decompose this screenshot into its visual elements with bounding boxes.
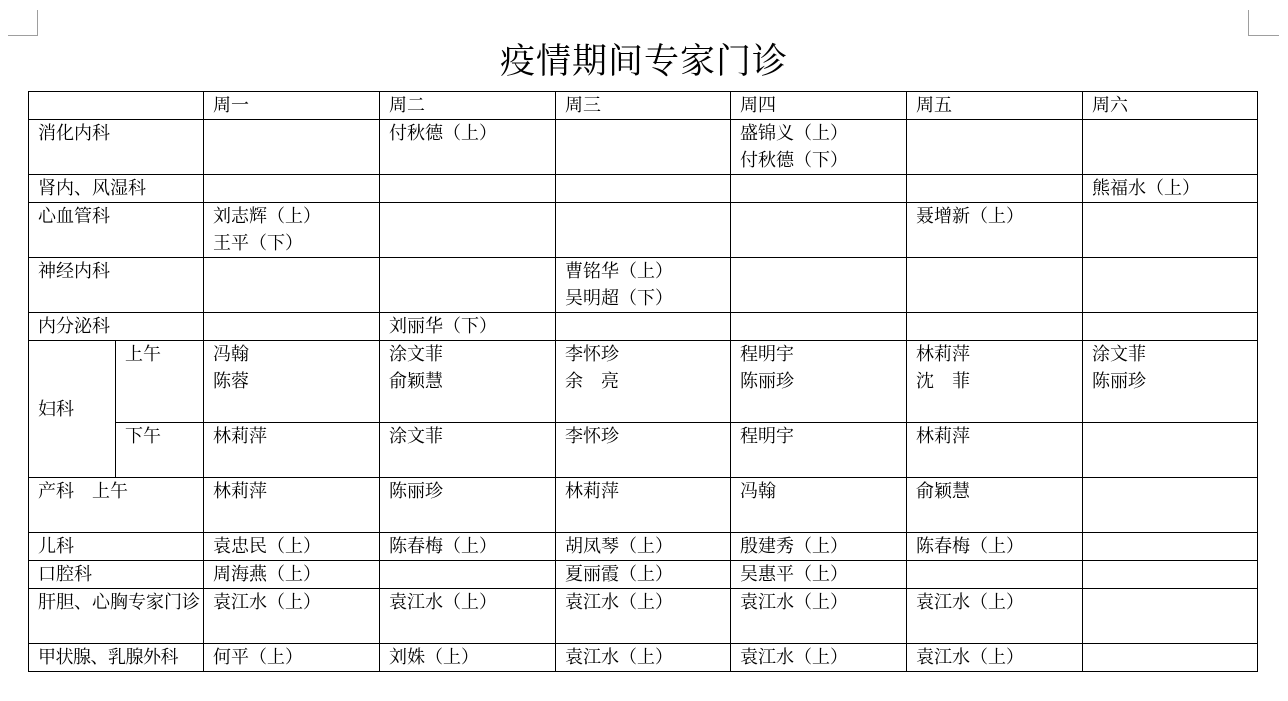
schedule-cell bbox=[907, 533, 1083, 561]
dept-cell: 肾内、风湿科 bbox=[29, 175, 204, 203]
schedule-cell bbox=[1083, 341, 1258, 423]
doctor-entry: 袁江水（上） bbox=[740, 647, 848, 668]
schedule-cell bbox=[907, 423, 1083, 478]
schedule-cell bbox=[204, 423, 380, 478]
doctor-entry: 陈丽珍 bbox=[740, 371, 794, 392]
schedule-table bbox=[28, 91, 1258, 672]
header-row bbox=[29, 92, 1258, 120]
schedule-cell bbox=[204, 644, 380, 672]
doctor-entry: 聂增新（上） bbox=[916, 206, 1024, 227]
table-row bbox=[29, 589, 1258, 644]
doctor-entry: 余 亮 bbox=[565, 371, 619, 392]
schedule-cell bbox=[731, 341, 907, 423]
schedule-cell bbox=[380, 120, 556, 175]
schedule-cell bbox=[380, 258, 556, 313]
doctor-entry: 曹铭华（上） bbox=[565, 261, 673, 282]
schedule-cell bbox=[556, 175, 731, 203]
doctor-entry: 刘志辉（上） bbox=[213, 206, 321, 227]
schedule-cell bbox=[907, 203, 1083, 258]
dept-cell bbox=[29, 478, 204, 533]
schedule-cell bbox=[380, 313, 556, 341]
table-row bbox=[29, 341, 1258, 423]
doctor-entry: 袁忠民（上） bbox=[213, 536, 321, 557]
table-row bbox=[29, 313, 1258, 341]
doctor-entry: 涂文菲 bbox=[389, 426, 443, 447]
schedule-cell bbox=[556, 341, 731, 423]
schedule-cell bbox=[907, 341, 1083, 423]
doctor-entry: 林莉萍 bbox=[213, 481, 267, 502]
schedule-cell bbox=[907, 175, 1083, 203]
schedule-cell bbox=[204, 203, 380, 258]
doctor-entry: 盛锦义（上） bbox=[740, 123, 848, 144]
schedule-cell bbox=[204, 313, 380, 341]
session-cell: 下午 bbox=[116, 423, 204, 478]
doctor-entry: 涂文菲 bbox=[1092, 344, 1146, 365]
schedule-cell bbox=[1083, 589, 1258, 644]
doctor-entry: 陈丽珍 bbox=[389, 481, 443, 502]
table-row bbox=[29, 258, 1258, 313]
doctor-entry: 李怀珍 bbox=[565, 426, 619, 447]
doctor-entry: 陈蓉 bbox=[213, 371, 249, 392]
schedule-cell bbox=[731, 175, 907, 203]
doctor-entry: 周海燕（上） bbox=[213, 564, 321, 585]
schedule-cell bbox=[1083, 258, 1258, 313]
schedule-cell bbox=[731, 644, 907, 672]
doctor-entry: 袁江水（上） bbox=[916, 592, 1024, 613]
header-day: 周六 bbox=[1083, 92, 1258, 120]
doctor-entry: 涂文菲 bbox=[389, 344, 443, 365]
dept-cell: 神经内科 bbox=[29, 258, 204, 313]
schedule-cell bbox=[556, 203, 731, 258]
corner-cell bbox=[29, 92, 204, 120]
schedule-cell bbox=[556, 644, 731, 672]
dept-cell: 心血管科 bbox=[29, 203, 204, 258]
dept-cell: 甲状腺、乳腺外科 bbox=[29, 644, 204, 672]
schedule-cell bbox=[731, 313, 907, 341]
schedule-cell bbox=[731, 120, 907, 175]
header-day: 周二 bbox=[380, 92, 556, 120]
schedule-cell bbox=[1083, 423, 1258, 478]
schedule-cell bbox=[204, 120, 380, 175]
table-row bbox=[29, 120, 1258, 175]
schedule-cell bbox=[1083, 120, 1258, 175]
schedule-cell bbox=[204, 258, 380, 313]
doctor-entry: 袁江水（上） bbox=[565, 647, 673, 668]
dept-cell: 肝胆、心胸专家门诊 bbox=[29, 589, 204, 644]
schedule-cell bbox=[380, 589, 556, 644]
dept-cell: 内分泌科 bbox=[29, 313, 204, 341]
doctor-entry: 夏丽霞（上） bbox=[565, 564, 673, 585]
doctor-entry: 李怀珍 bbox=[565, 344, 619, 365]
schedule-cell bbox=[1083, 478, 1258, 533]
schedule-cell bbox=[204, 561, 380, 589]
schedule-cell bbox=[907, 561, 1083, 589]
schedule-cell bbox=[907, 589, 1083, 644]
crop-mark-top-left bbox=[8, 10, 38, 36]
dept-cell: 口腔科 bbox=[29, 561, 204, 589]
schedule-cell bbox=[380, 175, 556, 203]
schedule-cell bbox=[380, 341, 556, 423]
schedule-cell bbox=[380, 478, 556, 533]
schedule-cell bbox=[204, 341, 380, 423]
doctor-entry: 吴惠平（上） bbox=[740, 564, 848, 585]
schedule-cell bbox=[731, 423, 907, 478]
session-label: 上午 bbox=[92, 481, 128, 502]
schedule-cell bbox=[907, 313, 1083, 341]
schedule-cell bbox=[556, 258, 731, 313]
doctor-entry: 陈春梅（上） bbox=[389, 536, 497, 557]
table-row bbox=[29, 478, 1258, 533]
schedule-cell bbox=[1083, 561, 1258, 589]
schedule-cell bbox=[380, 644, 556, 672]
schedule-cell bbox=[907, 258, 1083, 313]
crop-mark-top-right bbox=[1248, 10, 1279, 36]
schedule-cell bbox=[204, 533, 380, 561]
schedule-cell bbox=[1083, 313, 1258, 341]
header-day: 周四 bbox=[731, 92, 907, 120]
schedule-cell bbox=[556, 478, 731, 533]
doctor-entry: 林莉萍 bbox=[213, 426, 267, 447]
schedule-cell bbox=[556, 533, 731, 561]
schedule-cell bbox=[556, 120, 731, 175]
doctor-entry: 熊福水（上） bbox=[1092, 178, 1200, 199]
doctor-entry: 俞颖慧 bbox=[916, 481, 970, 502]
header-day: 周一 bbox=[204, 92, 380, 120]
schedule-cell bbox=[1083, 203, 1258, 258]
table-row bbox=[29, 423, 1258, 478]
table-row bbox=[29, 175, 1258, 203]
schedule-cell bbox=[907, 478, 1083, 533]
schedule-cell bbox=[556, 423, 731, 478]
schedule-cell bbox=[380, 533, 556, 561]
schedule-cell bbox=[380, 561, 556, 589]
schedule-cell bbox=[731, 478, 907, 533]
doctor-entry: 袁江水（上） bbox=[916, 647, 1024, 668]
header-day: 周三 bbox=[556, 92, 731, 120]
schedule-cell bbox=[380, 423, 556, 478]
doctor-entry: 刘姝（上） bbox=[389, 647, 479, 668]
doctor-entry: 冯翰 bbox=[213, 344, 249, 365]
doctor-entry: 冯翰 bbox=[740, 481, 776, 502]
doctor-entry: 殷建秀（上） bbox=[740, 536, 848, 557]
doctor-entry: 陈春梅（上） bbox=[916, 536, 1024, 557]
schedule-cell bbox=[1083, 175, 1258, 203]
schedule-cell bbox=[731, 203, 907, 258]
doctor-entry: 付秋德（上） bbox=[389, 123, 497, 144]
dept-cell: 消化内科 bbox=[29, 120, 204, 175]
schedule-cell bbox=[731, 258, 907, 313]
schedule-cell bbox=[731, 561, 907, 589]
document-title: 疫情期间专家门诊 bbox=[499, 42, 788, 82]
table-row bbox=[29, 644, 1258, 672]
table-row bbox=[29, 561, 1258, 589]
doctor-entry: 胡凤琴（上） bbox=[565, 536, 673, 557]
schedule-cell bbox=[731, 533, 907, 561]
doctor-entry: 林莉萍 bbox=[916, 344, 970, 365]
doctor-entry: 林莉萍 bbox=[916, 426, 970, 447]
schedule-cell bbox=[907, 120, 1083, 175]
doctor-entry: 袁江水（上） bbox=[565, 592, 673, 613]
schedule-cell bbox=[556, 561, 731, 589]
doctor-entry: 吴明超（下） bbox=[565, 288, 673, 309]
doctor-entry: 王平（下） bbox=[213, 233, 303, 254]
table-row bbox=[29, 203, 1258, 258]
dept-label: 产科 bbox=[38, 481, 74, 502]
table-row bbox=[29, 533, 1258, 561]
doctor-entry: 付秋德（下） bbox=[740, 150, 848, 171]
doctor-entry: 何平（上） bbox=[213, 647, 303, 668]
schedule-cell bbox=[556, 313, 731, 341]
session-cell: 上午 bbox=[116, 341, 204, 423]
doctor-entry: 俞颖慧 bbox=[389, 371, 443, 392]
doctor-entry: 陈丽珍 bbox=[1092, 371, 1146, 392]
doctor-entry: 袁江水（上） bbox=[213, 592, 321, 613]
doctor-entry: 袁江水（上） bbox=[389, 592, 497, 613]
schedule-cell bbox=[556, 589, 731, 644]
schedule-cell bbox=[204, 478, 380, 533]
schedule-cell bbox=[731, 589, 907, 644]
schedule-cell bbox=[907, 644, 1083, 672]
doctor-entry: 林莉萍 bbox=[565, 481, 619, 502]
doctor-entry: 刘丽华（下） bbox=[389, 316, 497, 337]
doctor-entry: 袁江水（上） bbox=[740, 592, 848, 613]
doctor-entry: 程明宇 bbox=[740, 344, 794, 365]
dept-cell: 妇科 bbox=[29, 341, 116, 478]
dept-cell: 儿科 bbox=[29, 533, 204, 561]
doctor-entry: 沈 菲 bbox=[916, 371, 970, 392]
schedule-cell bbox=[1083, 533, 1258, 561]
schedule-cell bbox=[204, 589, 380, 644]
schedule-cell bbox=[380, 203, 556, 258]
schedule-cell bbox=[1083, 644, 1258, 672]
doctor-entry: 程明宇 bbox=[740, 426, 794, 447]
header-day: 周五 bbox=[907, 92, 1083, 120]
schedule-cell bbox=[204, 175, 380, 203]
